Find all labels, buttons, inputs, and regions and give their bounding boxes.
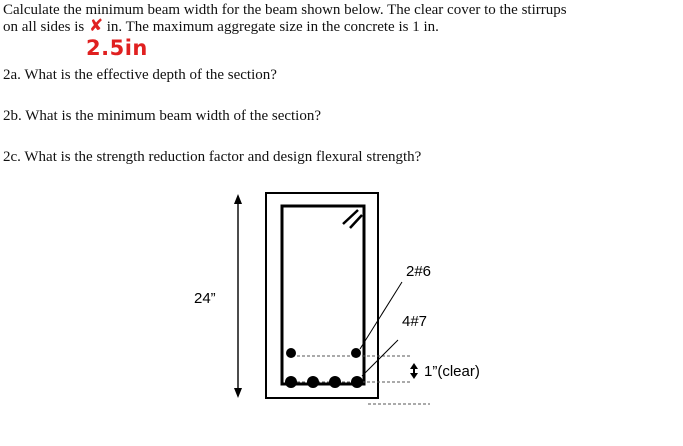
bottom-bars-leader [362,340,398,376]
top-bars-leader [360,282,402,349]
stirrup-hook-icon [343,210,362,228]
question-2a: 2a. What is the effective depth of the section? [3,67,277,83]
problem-line-1: Calculate the minimum beam width for the beam shown below. The clear cover to the stirrups [3,2,567,18]
top-rebar-right [351,348,361,358]
stirrup [282,206,364,384]
height-label: 24” [194,290,216,307]
top-bars-label: 2#6 [406,263,432,280]
handwritten-correction: 2.5in [86,36,148,60]
height-dimension-arrow [234,194,242,398]
cross-out-mark-icon: ✘ [89,16,104,36]
bottom-rebar-4 [351,376,363,388]
bottom-bars-label: 4#7 [402,313,428,330]
clear-cover-arrow-icon [410,363,418,379]
question-2c: 2c. What is the strength reduction factor and design flexural strength? [3,149,422,165]
problem-line-2-end: in. The maximum aggregate size in the concrete is 1 in. [106,19,439,35]
top-rebar-left [286,348,296,358]
question-2b: 2b. What is the minimum beam width of the section? [3,108,321,124]
problem-line-2-start: on all sides is [3,19,88,35]
bottom-rebar-2 [307,376,319,388]
bottom-rebar-1 [285,376,297,388]
bottom-rebar-3 [329,376,341,388]
clear-cover-label: 1”(clear) [424,363,480,380]
